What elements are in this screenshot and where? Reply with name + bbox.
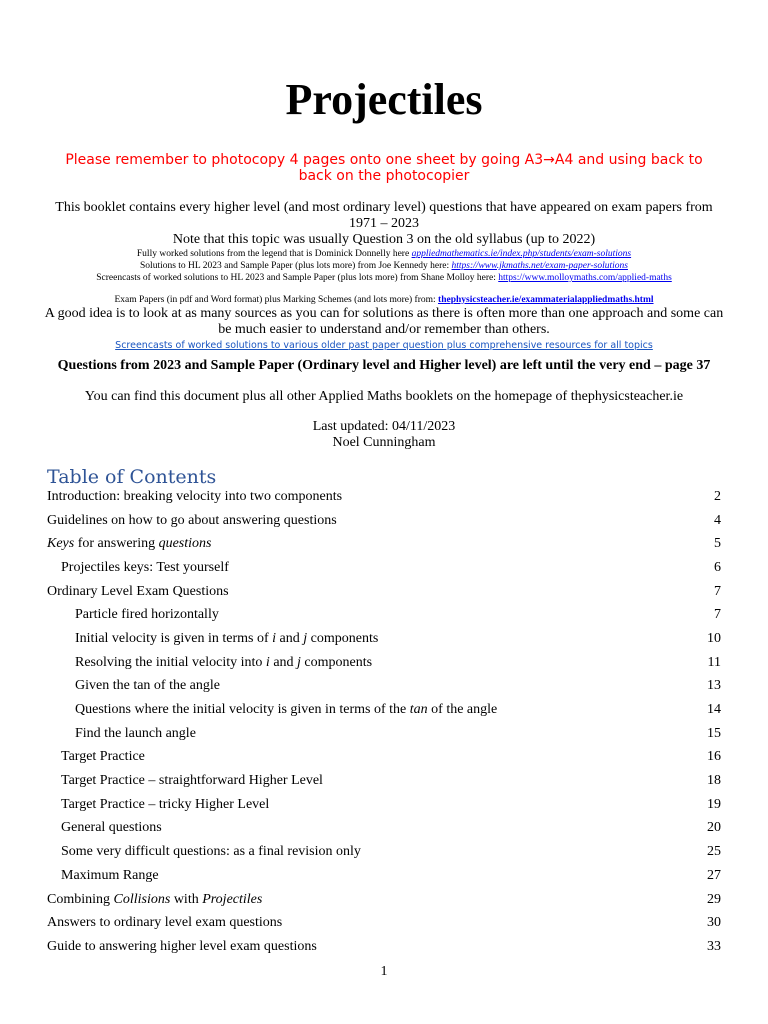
toc-entry-label: Introduction: breaking velocity into two components <box>47 488 343 504</box>
updated-block <box>0 419 768 451</box>
donnelly-text: Fully worked solutions from the legend that is Dominick Donnelly here <box>136 249 412 259</box>
toc-entry[interactable] <box>47 817 721 841</box>
toc-entry-label: Find the launch angle <box>75 725 196 741</box>
toc-entry-label: Some very difficult questions: as a final revision only <box>61 844 361 860</box>
intro-line-1: This booklet contains every higher level (and most ordinary level) questions that have appeared on exam papers from 1971 – 2023 <box>55 200 713 231</box>
toc-entry[interactable] <box>47 532 721 556</box>
toc-entry-page: 6 <box>714 559 721 575</box>
toc-entry-label: Keys for answering questions <box>47 536 212 552</box>
screencasts-link[interactable]: Screencasts of worked solutions to various older past paper question plus comprehensive resources for all topics <box>115 340 653 351</box>
toc-entry[interactable] <box>47 603 721 627</box>
toc-entry-page: 7 <box>714 583 721 599</box>
toc-entry-label: Guide to answering higher level exam questions <box>47 938 317 954</box>
toc-entry-page: 16 <box>707 749 721 765</box>
toc-entry-page: 10 <box>707 630 721 646</box>
toc-entry-label: Projectiles keys: Test yourself <box>61 559 229 575</box>
photocopy-note: Please remember to photocopy 4 pages onto one sheet by going A3→A4 and using back to back on the photocopier <box>65 152 703 184</box>
toc-entry[interactable] <box>47 580 721 604</box>
toc-entry-page: 4 <box>714 512 721 528</box>
toc-entry-page: 15 <box>707 725 721 741</box>
toc-heading: Table of Contents <box>47 466 217 488</box>
molloy-line <box>40 272 728 284</box>
molloy-text: Screencasts of worked solutions to HL 2023 and Sample Paper (plus lots more) from Shane Molloy here: <box>96 273 499 283</box>
toc-entry-label: Maximum Range <box>61 867 159 883</box>
toc-entry[interactable] <box>47 840 721 864</box>
toc-entry-label: Target Practice <box>61 749 145 765</box>
toc-entry[interactable] <box>47 509 721 533</box>
exam-papers-line <box>40 294 728 306</box>
toc-entry-label: Combining Collisions with Projectiles <box>47 891 263 907</box>
toc-entry-page: 25 <box>707 844 721 860</box>
toc-entry[interactable] <box>47 556 721 580</box>
toc-entry[interactable] <box>47 675 721 699</box>
page-number: 1 <box>380 964 388 979</box>
toc-entry-page: 20 <box>707 820 721 836</box>
toc-entry-label: Particle fired horizontally <box>75 607 219 623</box>
toc-entry-label: Guidelines on how to go about answering questions <box>47 512 337 528</box>
toc-entry-page: 27 <box>707 867 721 883</box>
questions-note: Questions from 2023 and Sample Paper (Ordinary level and Higher level) are left until the very end – page 37 <box>57 358 711 373</box>
toc-entry-label: Ordinary Level Exam Questions <box>47 583 229 599</box>
author-name: Noel Cunningham <box>332 435 436 450</box>
toc-entry[interactable] <box>47 485 721 509</box>
toc-entry[interactable] <box>47 722 721 746</box>
toc-entry-page: 19 <box>707 796 721 812</box>
toc-entry-label: Target Practice – straightforward Higher Level <box>61 773 323 789</box>
toc-entry-label: Initial velocity is given in terms of i and j components <box>75 630 379 646</box>
toc-entry[interactable] <box>47 651 721 675</box>
homepage-note: You can find this document plus all other Applied Maths booklets on the homepage of thephysicsteacher.ie <box>84 389 684 404</box>
intro-block <box>40 200 728 354</box>
last-updated: Last updated: 04/11/2023 <box>312 419 456 434</box>
toc-entry-page: 13 <box>707 678 721 694</box>
toc-entry[interactable] <box>47 864 721 888</box>
toc-entry-page: 18 <box>707 773 721 789</box>
toc-entry[interactable] <box>47 627 721 651</box>
kennedy-link[interactable]: https://www.jkmaths.net/exam-paper-solutions <box>451 261 628 271</box>
molloy-link[interactable]: https://www.molloymaths.com/applied-maths <box>498 273 672 283</box>
exam-papers-text: Exam Papers (in pdf and Word format) plus Marking Schemes (and lots more) from: <box>114 295 439 305</box>
kennedy-text: Solutions to HL 2023 and Sample Paper (plus lots more) from Joe Kennedy here: <box>140 261 452 271</box>
toc-entry[interactable] <box>47 888 721 912</box>
toc-entry-label: General questions <box>61 820 162 836</box>
toc-entry-label: Questions where the initial velocity is given in terms of the tan of the angle <box>75 702 498 718</box>
good-idea-text: A good idea is to look at as many sources as you can for solutions as there is often more than one approach and some can be much easier to understand and/or remember than others. <box>44 306 724 337</box>
toc-entry-page: 5 <box>714 536 721 552</box>
toc-entry-page: 7 <box>714 607 721 623</box>
toc-entry-page: 33 <box>707 938 721 954</box>
toc-entry[interactable] <box>47 746 721 770</box>
toc-entry-label: Resolving the initial velocity into i and j components <box>75 654 373 670</box>
exam-papers-link[interactable]: thephysicsteacher.ie/exammaterialappliedmaths.html <box>438 295 654 305</box>
intro-line-2: Note that this topic was usually Question 3 on the old syllabus (up to 2022) <box>172 232 596 247</box>
toc-entry-label: Target Practice – tricky Higher Level <box>61 796 270 812</box>
toc-entry-page: 29 <box>707 891 721 907</box>
toc-entry-page: 30 <box>707 915 721 931</box>
toc-entry[interactable] <box>47 793 721 817</box>
toc-entry-page: 11 <box>707 654 721 670</box>
donnelly-line <box>40 248 728 260</box>
toc-entry[interactable] <box>47 769 721 793</box>
kennedy-line <box>40 260 728 272</box>
toc-entry[interactable] <box>47 698 721 722</box>
toc-entry[interactable] <box>47 935 721 959</box>
toc-entry-page: 2 <box>714 488 721 504</box>
donnelly-link[interactable]: appliedmathematics.ie/index.php/students/exam-solutions <box>411 249 632 259</box>
table-of-contents <box>47 485 721 959</box>
toc-entry-page: 14 <box>707 702 721 718</box>
toc-entry-label: Given the tan of the angle <box>75 678 221 694</box>
toc-entry[interactable] <box>47 911 721 935</box>
toc-entry-label: Answers to ordinary level exam questions <box>47 915 283 931</box>
document-title: Projectiles <box>285 75 483 124</box>
